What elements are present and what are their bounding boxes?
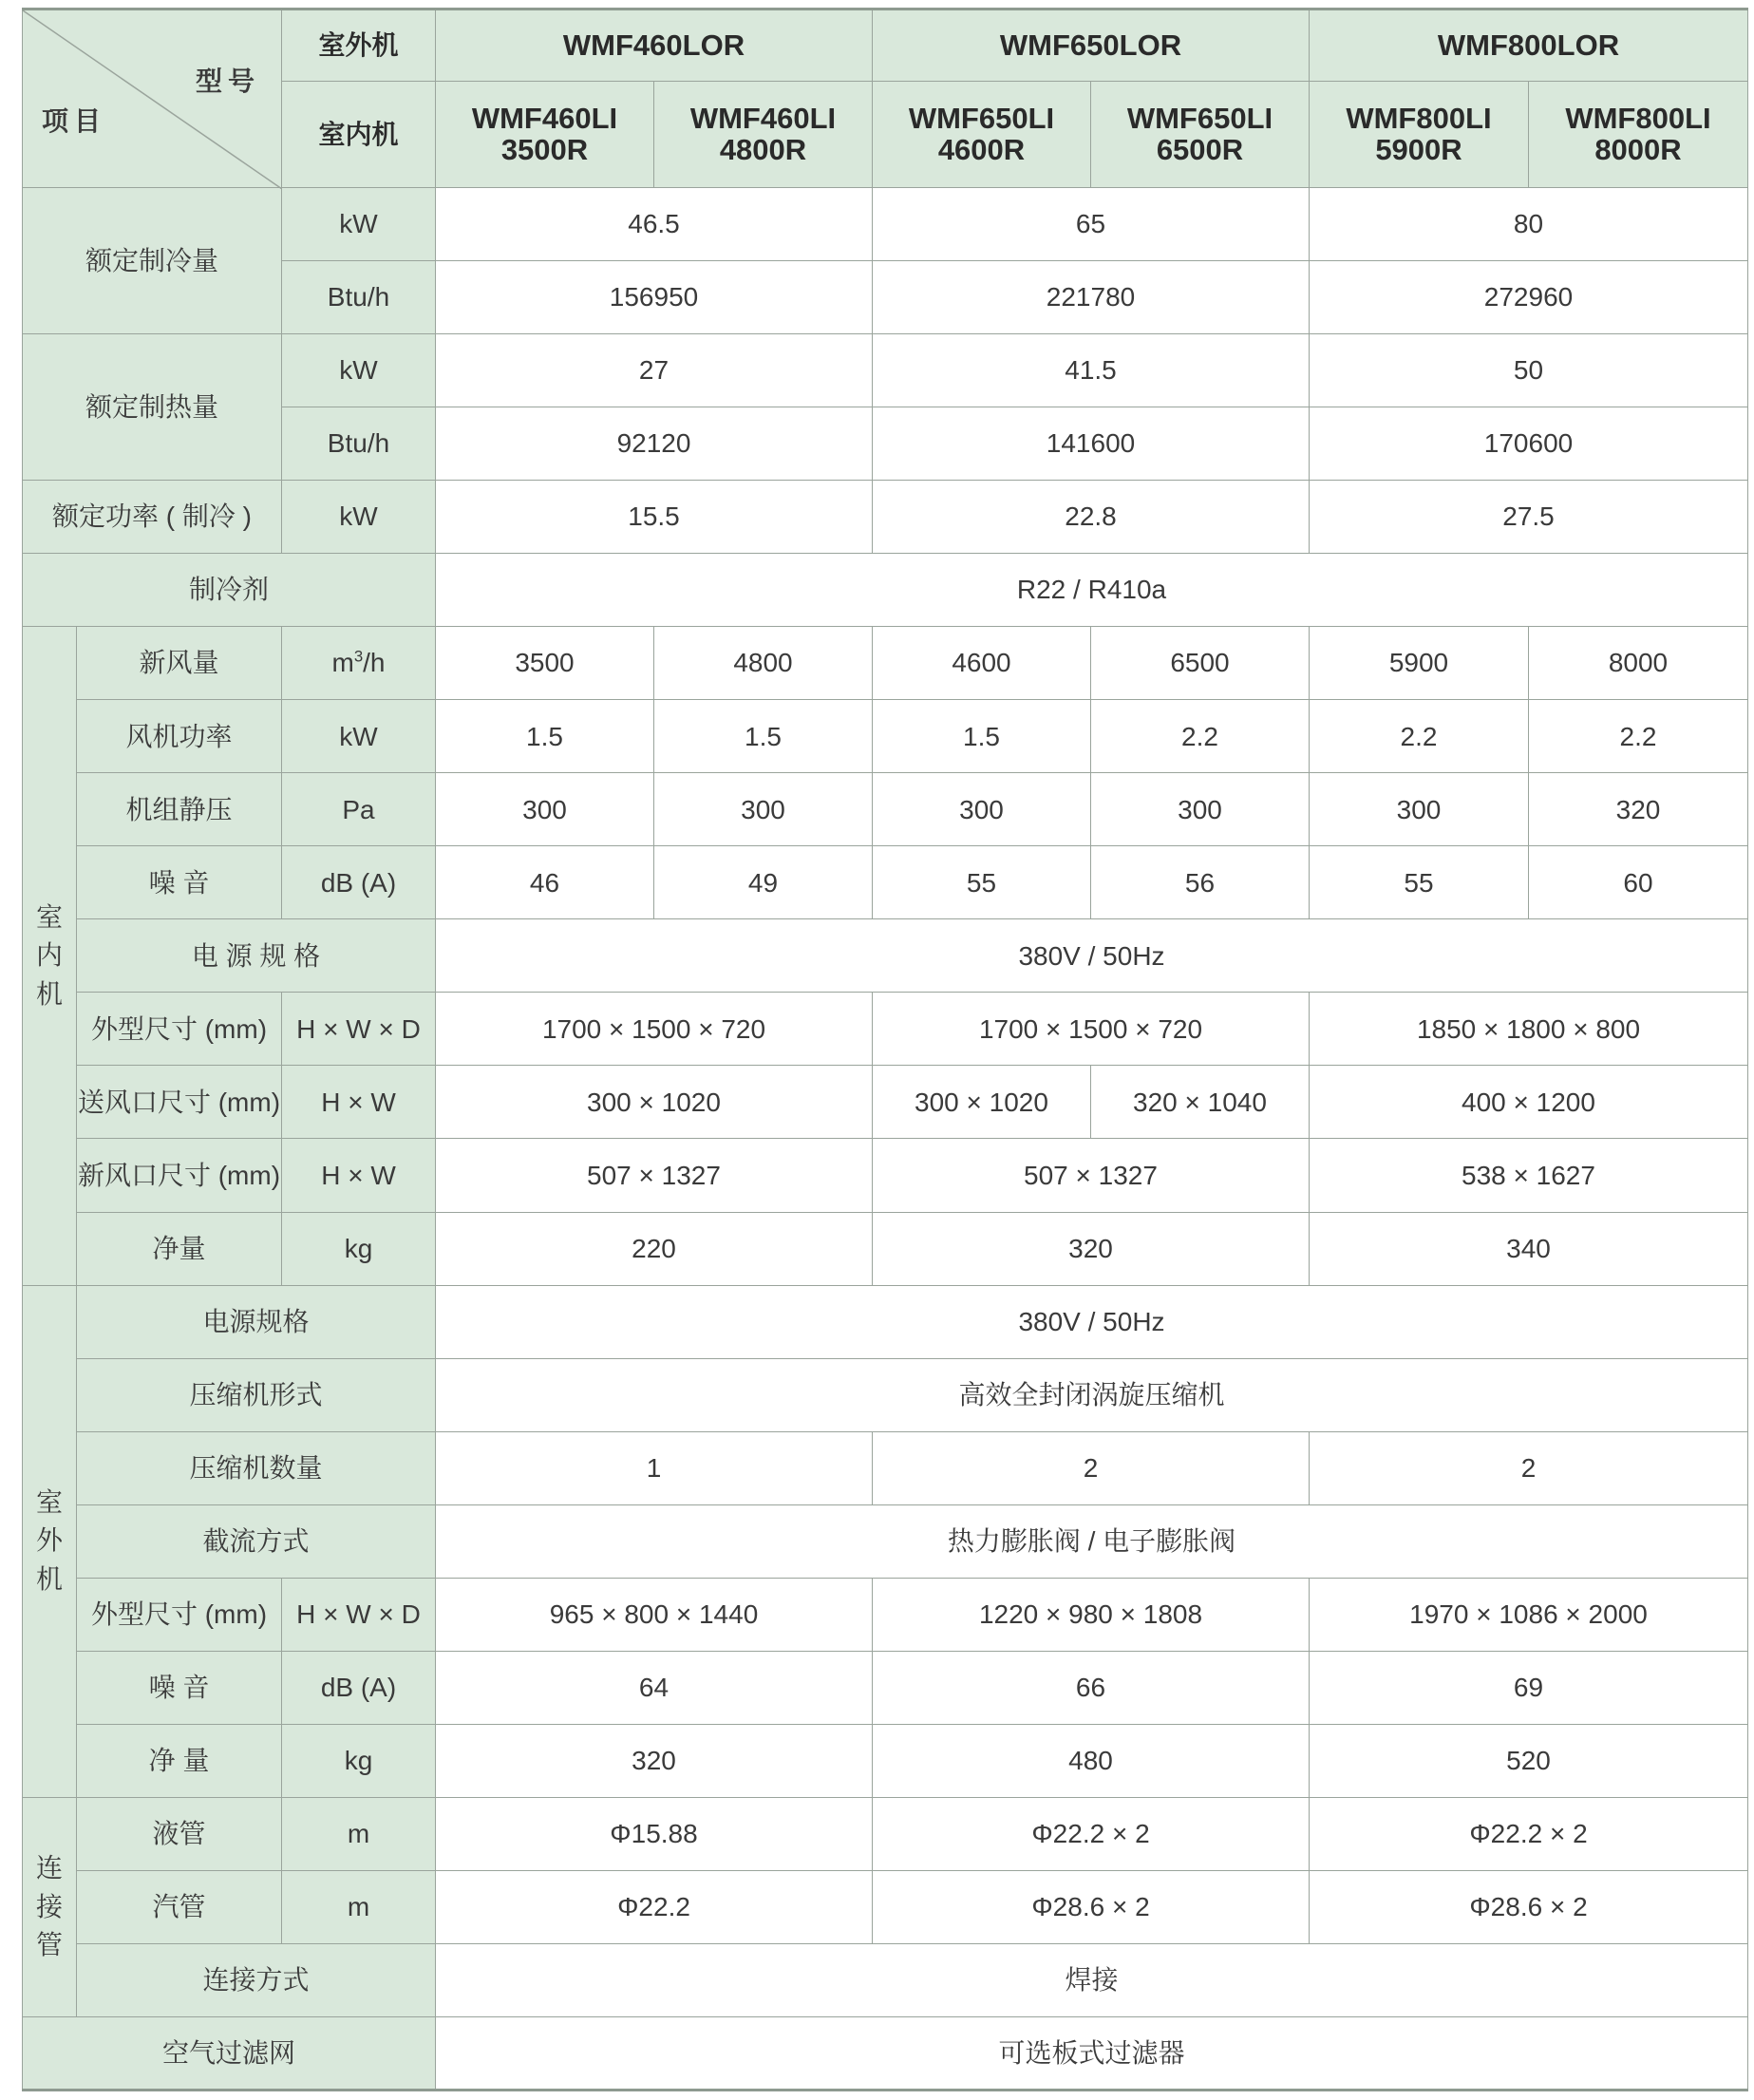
row-compressor-count	[23, 1431, 1748, 1504]
value-cell: 65	[873, 188, 1310, 261]
value-cell: 300 × 1020	[436, 1066, 873, 1139]
throttle-label: 截流方式	[77, 1504, 436, 1578]
value-cell: 507 × 1327	[436, 1139, 873, 1212]
value-cell: 焊接	[436, 1943, 1748, 2016]
row-airflow	[23, 627, 1748, 700]
row-static-pressure	[23, 773, 1748, 846]
unit-cell: m	[282, 1797, 436, 1870]
gas-pipe-label: 汽管	[77, 1870, 282, 1943]
value-cell: 可选板式过滤器	[436, 2016, 1748, 2090]
value-cell: 1970 × 1086 × 2000	[1310, 1578, 1748, 1651]
unit-cell: Btu/h	[282, 261, 436, 334]
value-cell: 480	[873, 1724, 1310, 1797]
unit-cell: Pa	[282, 773, 436, 846]
unit-cell: kg	[282, 1724, 436, 1797]
row-liquid-pipe	[23, 1797, 1748, 1870]
value-cell: 1.5	[436, 700, 654, 773]
value-cell: 272960	[1310, 261, 1748, 334]
value-cell: 221780	[873, 261, 1310, 334]
indoor-model: WMF800LI 8000R	[1529, 82, 1748, 188]
value-cell: 156950	[436, 261, 873, 334]
unit-cell: H × W × D	[282, 993, 436, 1066]
unit-cell: kW	[282, 334, 436, 407]
value-cell: 170600	[1310, 407, 1748, 481]
unit-cell: dB (A)	[282, 1651, 436, 1724]
airflow-label: 新风量	[77, 627, 282, 700]
value-cell: 66	[873, 1651, 1310, 1724]
indoor-model: WMF800LI 5900R	[1310, 82, 1529, 188]
value-cell: 507 × 1327	[873, 1139, 1310, 1212]
unit-cell: H × W	[282, 1139, 436, 1212]
value-cell: 320	[436, 1724, 873, 1797]
header-model-label: 型号	[195, 66, 260, 96]
indoor-model: WMF460LI 4800R	[654, 82, 873, 188]
dimensions-label: 外型尺寸 (mm)	[77, 993, 282, 1066]
value-cell: 46	[436, 846, 654, 919]
value-cell: 380V / 50Hz	[436, 1285, 1748, 1358]
noise-label: 噪 音	[77, 1651, 282, 1724]
header-row-outdoor	[23, 9, 1748, 82]
header-item-label: 项目	[42, 106, 107, 137]
value-cell: 15.5	[436, 481, 873, 554]
cooling-label: 额定制冷量	[23, 188, 282, 334]
liquid-pipe-label: 液管	[77, 1797, 282, 1870]
spec-table	[22, 8, 1748, 2091]
value-cell: 300 × 1020	[873, 1066, 1091, 1139]
power-label: 额定功率 ( 制冷 )	[23, 481, 282, 554]
heating-label: 额定制热量	[23, 334, 282, 481]
value-cell: 141600	[873, 407, 1310, 481]
row-air-filter	[23, 2016, 1748, 2090]
value-cell: 热力膨胀阀 / 电子膨胀阀	[436, 1504, 1748, 1578]
value-cell: 520	[1310, 1724, 1748, 1797]
value-cell: 5900	[1310, 627, 1529, 700]
value-cell: 80	[1310, 188, 1748, 261]
value-cell: 4800	[654, 627, 873, 700]
value-cell: 8000	[1529, 627, 1748, 700]
row-outdoor-noise	[23, 1651, 1748, 1724]
row-throttle	[23, 1504, 1748, 1578]
filter-label: 空气过滤网	[23, 2016, 436, 2090]
value-cell: 1850 × 1800 × 800	[1310, 993, 1748, 1066]
value-cell: 2.2	[1310, 700, 1529, 773]
compressor-type-label: 压缩机形式	[77, 1358, 436, 1431]
value-cell: 380V / 50Hz	[436, 919, 1748, 993]
power-supply-label: 电 源 规 格	[77, 919, 436, 993]
value-cell: 1700 × 1500 × 720	[436, 993, 873, 1066]
value-cell: 220	[436, 1212, 873, 1285]
unit-cell: Btu/h	[282, 407, 436, 481]
header-outdoor-label: 室外机	[282, 9, 436, 82]
value-cell: 49	[654, 846, 873, 919]
indoor-model: WMF460LI 3500R	[436, 82, 654, 188]
row-supply-outlet	[23, 1066, 1748, 1139]
value-cell: 41.5	[873, 334, 1310, 407]
row-indoor-power-supply	[23, 919, 1748, 993]
row-connection-method	[23, 1943, 1748, 2016]
value-cell: 300	[436, 773, 654, 846]
value-cell: 300	[1091, 773, 1310, 846]
row-refrigerant	[23, 554, 1748, 627]
row-outdoor-dimensions	[23, 1578, 1748, 1651]
row-cooling-btu	[23, 261, 1748, 334]
value-cell: 92120	[436, 407, 873, 481]
value-cell: 300	[1310, 773, 1529, 846]
corner-diagonal-line	[23, 10, 282, 189]
value-cell: Φ28.6 × 2	[873, 1870, 1310, 1943]
value-cell: Φ22.2	[436, 1870, 873, 1943]
value-cell: 55	[1310, 846, 1529, 919]
value-cell: 1220 × 980 × 1808	[873, 1578, 1310, 1651]
value-cell: 2.2	[1529, 700, 1748, 773]
value-cell: 320 × 1040	[1091, 1066, 1310, 1139]
value-cell: 64	[436, 1651, 873, 1724]
value-cell: 56	[1091, 846, 1310, 919]
compressor-count-label: 压缩机数量	[77, 1431, 436, 1504]
value-cell: 6500	[1091, 627, 1310, 700]
value-cell: 55	[873, 846, 1091, 919]
value-cell: 60	[1529, 846, 1748, 919]
value-cell: 2	[1310, 1431, 1748, 1504]
value-cell: 1.5	[873, 700, 1091, 773]
power-supply-label: 电源规格	[77, 1285, 436, 1358]
value-cell: 4600	[873, 627, 1091, 700]
value-cell: 320	[1529, 773, 1748, 846]
value-cell: 46.5	[436, 188, 873, 261]
refrigerant-label: 制冷剂	[23, 554, 436, 627]
unit-cell: dB (A)	[282, 846, 436, 919]
outdoor-group-label: 室 外 机	[23, 1285, 77, 1797]
noise-label: 噪 音	[77, 846, 282, 919]
value-cell: Φ28.6 × 2	[1310, 1870, 1748, 1943]
value-cell: 300	[654, 773, 873, 846]
row-indoor-weight	[23, 1212, 1748, 1285]
indoor-group-label: 室 内 机	[23, 627, 77, 1285]
unit-cell: $m^3/h$	[282, 627, 436, 700]
unit-cell: kg	[282, 1212, 436, 1285]
row-indoor-noise	[23, 846, 1748, 919]
value-cell: 27.5	[1310, 481, 1748, 554]
header-corner	[23, 9, 282, 188]
row-cooling-kw	[23, 188, 1748, 261]
fresh-inlet-label: 新风口尺寸 (mm)	[77, 1139, 282, 1212]
unit-cell: kW	[282, 481, 436, 554]
value-cell: 3500	[436, 627, 654, 700]
value-cell: 1700 × 1500 × 720	[873, 993, 1310, 1066]
row-outdoor-weight	[23, 1724, 1748, 1797]
fan-power-label: 风机功率	[77, 700, 282, 773]
row-rated-power	[23, 481, 1748, 554]
value-cell: 1	[436, 1431, 873, 1504]
header-indoor-label: 室内机	[282, 82, 436, 188]
row-fan-power	[23, 700, 1748, 773]
row-fresh-inlet	[23, 1139, 1748, 1212]
outdoor-model: WMF650LOR	[873, 9, 1310, 82]
value-cell: Φ22.2 × 2	[873, 1797, 1310, 1870]
row-heating-kw	[23, 334, 1748, 407]
value-cell: 538 × 1627	[1310, 1139, 1748, 1212]
weight-label: 净量	[77, 1212, 282, 1285]
value-cell: 320	[873, 1212, 1310, 1285]
value-cell: 400 × 1200	[1310, 1066, 1748, 1139]
outdoor-model: WMF460LOR	[436, 9, 873, 82]
value-cell: Φ22.2 × 2	[1310, 1797, 1748, 1870]
value-cell: 2	[873, 1431, 1310, 1504]
indoor-model: WMF650LI 6500R	[1091, 82, 1310, 188]
value-cell: 27	[436, 334, 873, 407]
row-compressor-type	[23, 1358, 1748, 1431]
value-cell: 69	[1310, 1651, 1748, 1724]
weight-label: 净 量	[77, 1724, 282, 1797]
value-cell: 340	[1310, 1212, 1748, 1285]
supply-outlet-label: 送风口尺寸 (mm)	[77, 1066, 282, 1139]
outdoor-model: WMF800LOR	[1310, 9, 1748, 82]
unit-cell: H × W	[282, 1066, 436, 1139]
value-cell: 2.2	[1091, 700, 1310, 773]
value-cell: 1.5	[654, 700, 873, 773]
value-cell: 50	[1310, 334, 1748, 407]
value-cell: 965 × 800 × 1440	[436, 1578, 873, 1651]
value-cell: 22.8	[873, 481, 1310, 554]
unit-cell: H × W × D	[282, 1578, 436, 1651]
value-cell: 300	[873, 773, 1091, 846]
row-gas-pipe	[23, 1870, 1748, 1943]
unit-cell: kW	[282, 188, 436, 261]
value-cell: 高效全封闭涡旋压缩机	[436, 1358, 1748, 1431]
unit-cell: m	[282, 1870, 436, 1943]
unit-cell: kW	[282, 700, 436, 773]
value-cell: R22 / R410a	[436, 554, 1748, 627]
value-cell: Φ15.88	[436, 1797, 873, 1870]
dimensions-label: 外型尺寸 (mm)	[77, 1578, 282, 1651]
piping-group-label: 连 接 管	[23, 1797, 77, 2016]
connection-label: 连接方式	[77, 1943, 436, 2016]
row-indoor-dimensions	[23, 993, 1748, 1066]
static-pressure-label: 机组静压	[77, 773, 282, 846]
row-outdoor-power-supply	[23, 1285, 1748, 1358]
row-heating-btu	[23, 407, 1748, 481]
indoor-model: WMF650LI 4600R	[873, 82, 1091, 188]
